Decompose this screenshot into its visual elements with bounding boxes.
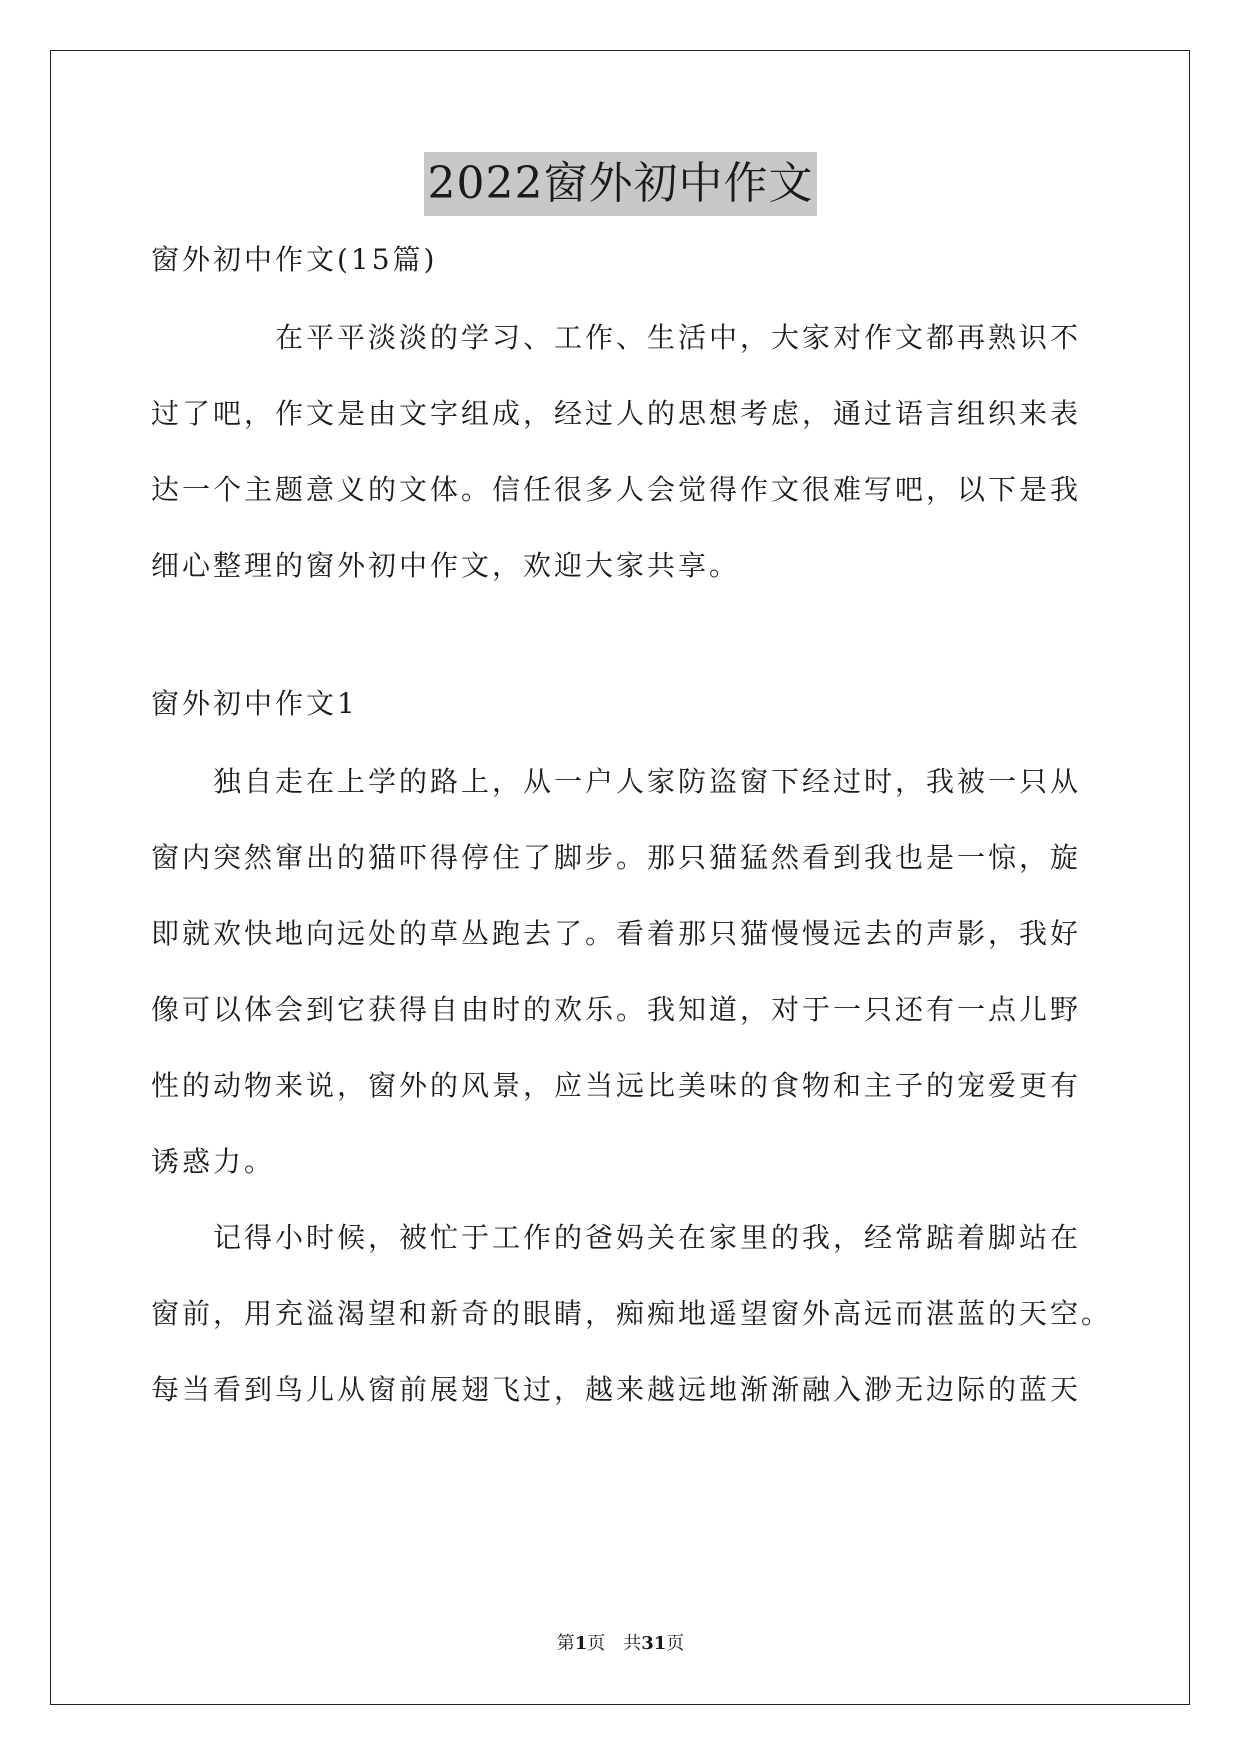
title-container [0,152,1241,216]
paragraph-line: 窗内突然窜出的猫吓得停住了脚步。那只猫猛然看到我也是一惊，旋 [151,841,1082,874]
paragraph-line: 记得小时候，被忙于工作的爸妈关在家里的我，经常踮着脚站在 [151,1221,1082,1254]
intro-line: 过了吧，作文是由文字组成，经过人的思想考虑，通过语言组织来表 [151,397,1082,430]
paragraph-line: 像可以体会到它获得自由时的欢乐。我知道，对于一只还有一点儿野 [151,993,1082,1026]
document-subtitle: 窗外初中作文(15篇) [151,243,438,276]
paragraph-line: 性的动物来说，窗外的风景，应当远比美味的食物和主子的宠爱更有 [151,1069,1082,1102]
paragraph-line: 窗前，用充溢渴望和新奇的眼睛，痴痴地遥望窗外高远而湛蓝的天空。 [151,1297,1113,1330]
paragraph-line: 即就欢快地向远处的草丛跑去了。看着那只猫慢慢远去的声影，我好 [151,917,1082,950]
paragraph-line: 诱惑力。 [151,1145,276,1178]
page-current-number: 1 [574,1633,588,1654]
paragraph-line: 独自走在上学的路上，从一户人家防盗窗下经过时，我被一只从 [151,765,1082,798]
page-footer [0,1631,1241,1657]
intro-line: 达一个主题意义的文体。信任很多人会觉得作文很难写吧，以下是我 [151,473,1082,506]
document-title: 2022窗外初中作文 [424,152,818,216]
page-mid: 页 共 [587,1633,642,1654]
page-prefix: 第 [556,1633,575,1654]
section-heading: 窗外初中作文1 [151,687,358,720]
intro-line: 细心整理的窗外初中作文，欢迎大家共享。 [151,549,741,582]
paragraph-line: 每当看到鸟儿从窗前展翅飞过，越来越远地渐渐融入渺无边际的蓝天 [151,1373,1082,1406]
page-suffix: 页 [666,1633,685,1654]
page-total-number: 31 [641,1633,667,1654]
intro-line: 在平平淡淡的学习、工作、生活中，大家对作文都再熟识不 [151,321,1082,354]
